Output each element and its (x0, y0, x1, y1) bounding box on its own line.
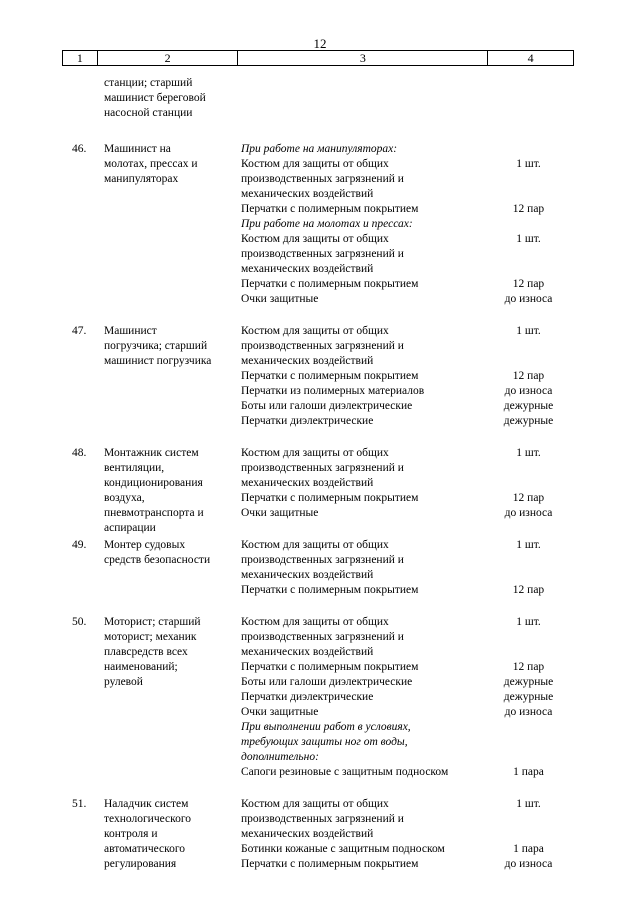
ppe-item-name: Костюм для защиты от общих производственных загрязнений и механических воздействий (241, 798, 404, 840)
ppe-item-quantity: 12 пар (512, 584, 545, 596)
profession-name: Монтажник систем вентиляции, кондиционирования воздуха, пневмотранспорта и аспирации (104, 447, 204, 534)
row-number: 50. (72, 616, 87, 628)
ppe-list (241, 324, 571, 429)
header-col-2: 2 (98, 51, 238, 65)
ppe-item (241, 615, 571, 660)
ppe-item (241, 292, 571, 307)
ppe-item-name: Перчатки с полимерным покрытием (241, 661, 419, 673)
ppe-item (241, 675, 571, 690)
ppe-item-name: Перчатки с полимерным покрытием (241, 278, 419, 290)
ppe-item (241, 324, 571, 369)
ppe-list (241, 797, 571, 872)
ppe-item-quantity: 1 пара (513, 843, 544, 855)
ppe-item-name: При работе на манипуляторах: (241, 143, 398, 155)
ppe-item (241, 232, 571, 277)
ppe-item (241, 583, 571, 598)
header-col-1: 1 (63, 51, 98, 65)
ppe-item (241, 705, 571, 720)
ppe-item-quantity: до износа (504, 858, 553, 870)
continuation-row (0, 76, 640, 136)
ppe-item-quantity (490, 720, 571, 765)
ppe-item-quantity: 12 пар (512, 661, 545, 673)
profession-name: Машинист погрузчика; старший машинист погрузчика (104, 325, 212, 367)
ppe-item (241, 797, 571, 842)
ppe-item-name: Перчатки с полимерным покрытием (241, 858, 419, 870)
table-header (62, 50, 574, 66)
ppe-item-quantity: дежурные (503, 691, 554, 703)
ppe-item-quantity: 12 пар (512, 278, 545, 290)
ppe-item-quantity: 12 пар (512, 370, 545, 382)
entries-table (0, 76, 640, 872)
table-row (0, 142, 640, 307)
condition-note (241, 142, 571, 157)
ppe-item-quantity: 1 шт. (516, 539, 541, 551)
ppe-item-name: Очки защитные (241, 293, 319, 305)
continuation-name: станции; старший машинист береговой насосной станции (104, 77, 206, 119)
profession-name: Монтер судовых средств безопасности (104, 539, 211, 566)
row-number: 47. (72, 325, 87, 337)
ppe-item-name: Очки защитные (241, 706, 319, 718)
row-number: 49. (72, 539, 87, 551)
ppe-item-quantity: дежурные (503, 400, 554, 412)
ppe-item-quantity (490, 217, 571, 232)
profession-name: Машинист на молотах, прессах и манипуляторах (104, 143, 198, 185)
ppe-item-name: Костюм для защиты от общих производственных загрязнений и механических воздействий (241, 539, 404, 581)
ppe-item-quantity: дежурные (503, 676, 554, 688)
ppe-item-name: При работе на молотах и прессах: (241, 218, 413, 230)
ppe-list (241, 446, 571, 521)
ppe-item (241, 202, 571, 217)
table-row (0, 324, 640, 429)
ppe-item-quantity: 1 шт. (516, 616, 541, 628)
ppe-item-quantity: 1 шт. (516, 798, 541, 810)
ppe-item (241, 414, 571, 429)
condition-note (241, 720, 571, 765)
condition-note (241, 217, 571, 232)
ppe-item-name: Перчатки с полимерным покрытием (241, 203, 419, 215)
ppe-item-quantity (490, 142, 571, 157)
ppe-item-name: Очки защитные (241, 507, 319, 519)
table-row (0, 615, 640, 780)
ppe-item-quantity: дежурные (503, 415, 554, 427)
ppe-item (241, 690, 571, 705)
ppe-item-name: Костюм для защиты от общих производственных загрязнений и механических воздействий (241, 616, 404, 658)
ppe-item-quantity: до износа (504, 706, 553, 718)
row-number: 48. (72, 447, 87, 459)
ppe-item-name: Ботинки кожаные с защитным подноском (241, 843, 445, 855)
ppe-item-name: При выполнении работ в условиях, требующих защиты ног от воды, дополнительно: (241, 721, 411, 763)
ppe-item-quantity: до износа (504, 507, 553, 519)
ppe-item-quantity: до износа (504, 293, 553, 305)
ppe-item-name: Перчатки диэлектрические (241, 415, 374, 427)
ppe-item (241, 857, 571, 872)
ppe-list (241, 615, 571, 780)
ppe-list (241, 142, 571, 307)
ppe-item-name: Боты или галоши диэлектрические (241, 400, 413, 412)
row-number: 46. (72, 143, 87, 155)
ppe-item (241, 842, 571, 857)
ppe-item-name: Перчатки из полимерных материалов (241, 385, 425, 397)
table-row (0, 797, 640, 872)
ppe-item (241, 538, 571, 583)
table-row (0, 538, 640, 598)
ppe-item-name: Перчатки с полимерным покрытием (241, 492, 419, 504)
ppe-item-quantity: 1 шт. (516, 233, 541, 245)
header-col-3: 3 (238, 51, 488, 65)
ppe-item-quantity: 1 шт. (516, 158, 541, 170)
profession-name: Моторист; старший моторист; механик плавсредств всех наименований; рулевой (104, 616, 201, 688)
ppe-item (241, 660, 571, 675)
table-row (0, 446, 640, 534)
ppe-item-name: Перчатки диэлектрические (241, 691, 374, 703)
ppe-list (241, 538, 571, 598)
ppe-item-quantity: 1 шт. (516, 325, 541, 337)
header-col-4: 4 (527, 51, 534, 65)
ppe-item (241, 384, 571, 399)
ppe-item-name: Костюм для защиты от общих производственных загрязнений и механических воздействий (241, 158, 404, 200)
ppe-item-name: Перчатки с полимерным покрытием (241, 584, 419, 596)
ppe-item-name: Перчатки с полимерным покрытием (241, 370, 419, 382)
row-number: 51. (72, 798, 87, 810)
ppe-item-quantity: 1 шт. (516, 447, 541, 459)
ppe-item (241, 446, 571, 491)
ppe-item-quantity: 12 пар (512, 203, 545, 215)
page-number: 12 (313, 36, 327, 51)
profession-name: Наладчик систем технологического контроля и автоматического регулирования (104, 798, 192, 870)
ppe-item-quantity: до износа (504, 385, 553, 397)
ppe-item (241, 491, 571, 506)
ppe-item (241, 506, 571, 521)
ppe-item (241, 157, 571, 202)
ppe-item (241, 369, 571, 384)
ppe-item-name: Костюм для защиты от общих производственных загрязнений и механических воздействий (241, 325, 404, 367)
ppe-item-quantity: 1 пара (513, 766, 544, 778)
ppe-item-quantity: 12 пар (512, 492, 545, 504)
ppe-item-name: Боты или галоши диэлектрические (241, 676, 413, 688)
ppe-item-name: Сапоги резиновые с защитным подноском (241, 766, 449, 778)
ppe-item (241, 399, 571, 414)
ppe-item (241, 765, 571, 780)
ppe-item (241, 277, 571, 292)
ppe-item-name: Костюм для защиты от общих производственных загрязнений и механических воздействий (241, 447, 404, 489)
ppe-item-name: Костюм для защиты от общих производственных загрязнений и механических воздействий (241, 233, 404, 275)
